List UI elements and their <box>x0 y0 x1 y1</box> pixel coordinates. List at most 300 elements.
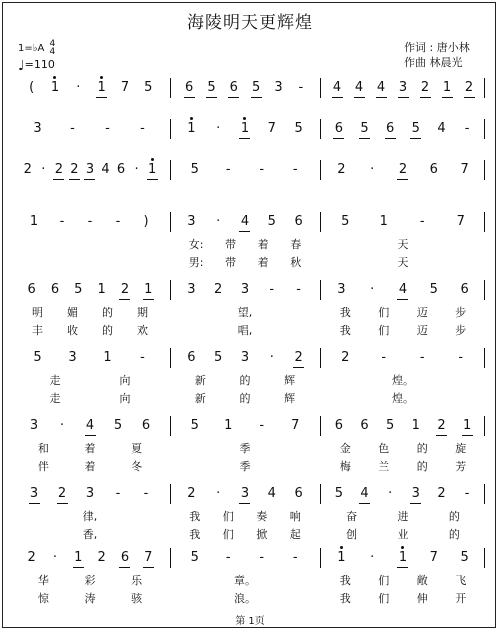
note: 3 <box>337 282 346 297</box>
lyric-measure <box>20 304 160 320</box>
lyric-char: 季 <box>239 460 251 473</box>
note: - <box>115 214 121 229</box>
bar-line <box>170 416 171 436</box>
lyric-measure <box>326 236 480 252</box>
note: 3 <box>85 486 95 501</box>
note: 3 <box>29 486 39 501</box>
lyric-char: 辉 <box>284 392 296 405</box>
lyric-char: 我 <box>339 324 351 337</box>
measure <box>20 486 160 501</box>
lyricist-credit: 作词 : 唐小林 <box>404 41 470 54</box>
measure <box>20 282 160 297</box>
note: 3 <box>240 350 250 365</box>
lyric-char: 女: <box>188 238 204 251</box>
lyric-line <box>0 322 500 336</box>
bar-line <box>484 416 485 436</box>
lyric-char: 媚 <box>67 306 78 319</box>
lyric-char: 期 <box>137 306 148 319</box>
note: 5 <box>190 162 199 177</box>
lyric-char: 我 <box>189 510 201 523</box>
lyric-char: 步 <box>455 306 467 319</box>
lyric-measure <box>178 390 312 406</box>
measure <box>178 162 312 177</box>
lyric-char: 们 <box>378 306 390 319</box>
note: - <box>259 418 265 433</box>
lyric-char: 梅 <box>339 460 351 473</box>
measure <box>178 350 312 365</box>
notes-row <box>0 350 500 370</box>
note: 1 <box>411 418 420 433</box>
lyric-measure <box>178 304 312 320</box>
lyric-char: 秋 <box>290 256 302 269</box>
lyric-char: 的 <box>239 392 251 405</box>
notes-row <box>0 550 500 570</box>
lyric-line <box>0 390 500 404</box>
lyric-char: 冬 <box>131 460 143 473</box>
note: 2 <box>23 162 32 177</box>
measure <box>326 350 480 365</box>
note: 6 <box>187 350 196 365</box>
note: - <box>269 282 275 297</box>
notes-row <box>0 282 500 302</box>
bar-line <box>320 119 321 139</box>
lyric-char: 涛 <box>84 592 96 605</box>
note: · <box>52 550 58 565</box>
note: 1 <box>224 418 233 433</box>
lyric-line <box>0 304 500 318</box>
notes-row <box>0 80 500 100</box>
measure <box>326 121 480 136</box>
bar-line <box>320 348 321 368</box>
lyric-char: 香, <box>82 528 98 541</box>
lyric-measure <box>178 236 312 252</box>
measure <box>326 214 480 229</box>
measure <box>20 80 160 95</box>
lyric-char: 起 <box>289 528 301 541</box>
measure <box>178 80 312 95</box>
note: - <box>59 214 65 229</box>
measure <box>178 550 312 565</box>
note: · <box>370 162 375 177</box>
note: 1 <box>398 550 408 565</box>
lyric-measure <box>178 458 312 474</box>
bar-line <box>484 484 485 504</box>
note: 2 <box>97 550 106 565</box>
note: - <box>419 214 425 229</box>
note: 5 <box>341 214 350 229</box>
note: 6 <box>334 121 343 136</box>
key-signature <box>18 40 55 56</box>
note: · <box>216 214 221 229</box>
lyric-measure <box>326 390 480 406</box>
lyric-line <box>0 572 500 586</box>
tempo-value: =110 <box>24 58 55 71</box>
note: 1 <box>97 282 106 297</box>
lyric-measure <box>178 322 312 338</box>
lyric-char: 煌。 <box>392 374 414 387</box>
note: - <box>87 214 93 229</box>
note: 6 <box>141 418 151 433</box>
lyric-char: 们 <box>378 574 390 587</box>
lyric-measure <box>20 458 160 474</box>
note: 3 <box>274 80 283 95</box>
note: - <box>419 350 425 365</box>
note: 6 <box>360 418 369 433</box>
lyric-char: 新 <box>194 392 206 405</box>
note: - <box>259 550 265 565</box>
quarter-note-icon: ♩ <box>18 58 25 74</box>
time-signature <box>50 40 56 56</box>
lyric-char: 着 <box>257 238 269 251</box>
note: 3 <box>187 282 196 297</box>
note: 5 <box>360 121 369 136</box>
credits <box>404 40 470 70</box>
bar-line <box>320 160 321 180</box>
measure <box>326 162 480 177</box>
note: 2 <box>57 486 67 501</box>
note: 5 <box>460 550 469 565</box>
lyric-line <box>0 590 500 604</box>
lyric-char: 浪。 <box>234 592 256 605</box>
note: 6 <box>294 486 303 501</box>
note: 2 <box>187 486 196 501</box>
note: - <box>464 486 470 501</box>
note: 3 <box>411 486 420 501</box>
lyric-char: 望, <box>237 306 253 319</box>
bar-line <box>170 78 171 98</box>
lyric-measure <box>326 458 480 474</box>
note: ) <box>143 214 149 229</box>
lyric-char: 唱, <box>237 324 253 337</box>
lyric-char: 的 <box>102 306 113 319</box>
lyric-char: 欢 <box>137 324 148 337</box>
notes-row <box>0 418 500 438</box>
lyric-char: 彩 <box>84 574 96 587</box>
lyric-char: 们 <box>222 510 234 523</box>
note: 2 <box>337 162 346 177</box>
lyric-measure <box>20 526 160 542</box>
lyric-char: 迈 <box>416 306 428 319</box>
lyric-line <box>0 526 500 540</box>
note: 5 <box>334 486 343 501</box>
note: 2 <box>420 80 430 95</box>
lyric-char: 带 <box>225 256 237 269</box>
note: 2 <box>120 282 130 297</box>
bar-line <box>170 484 171 504</box>
note: 6 <box>386 121 395 136</box>
note: - <box>296 282 301 297</box>
note: 5 <box>267 214 276 229</box>
note: - <box>70 121 75 136</box>
notes-row <box>0 162 500 182</box>
page-number: 第 1页 <box>235 616 265 627</box>
tempo-marking <box>18 58 55 74</box>
measure <box>178 121 312 136</box>
time-signature-top: 4 <box>49 39 56 49</box>
note: 1 <box>97 80 106 95</box>
lyric-measure <box>326 590 480 606</box>
note: 4 <box>240 214 250 229</box>
lyric-char: 我 <box>339 574 351 587</box>
lyric-measure <box>20 508 160 524</box>
bar-line <box>320 78 321 98</box>
lyric-measure <box>20 590 160 606</box>
lyric-char: 奏 <box>256 510 268 523</box>
lyric-char: 我 <box>339 592 351 605</box>
note: 1 <box>462 418 472 433</box>
lyric-line <box>0 236 500 250</box>
bar-line <box>170 212 171 232</box>
lyric-char: 创 <box>346 528 358 541</box>
lyric-char: 华 <box>37 574 49 587</box>
note: 2 <box>214 282 223 297</box>
lyric-char: 色 <box>378 442 390 455</box>
lyric-measure <box>178 590 312 606</box>
note: - <box>381 350 387 365</box>
note: 7 <box>144 550 153 565</box>
measure <box>326 80 480 95</box>
note: 1 <box>144 282 153 297</box>
key-label: 1=♭A <box>18 43 45 54</box>
note: 1 <box>442 80 452 95</box>
note: · <box>216 486 221 501</box>
bar-line <box>170 348 171 368</box>
lyric-char: 走 <box>49 392 61 405</box>
lyric-char: 和 <box>37 442 49 455</box>
note: - <box>140 350 145 365</box>
note: 4 <box>101 162 110 177</box>
bar-line <box>320 280 321 300</box>
note: 6 <box>50 282 60 297</box>
time-signature-bottom: 4 <box>49 47 56 57</box>
lyric-char: 明 <box>32 306 43 319</box>
lyric-measure <box>20 572 160 588</box>
bar-line <box>320 212 321 232</box>
note: 3 <box>29 418 39 433</box>
note: 5 <box>386 418 395 433</box>
lyric-char: 进 <box>397 510 409 523</box>
bar-line <box>484 548 485 568</box>
lyric-char: 新 <box>194 374 206 387</box>
note: 1 <box>379 214 388 229</box>
lyric-line <box>0 254 500 268</box>
lyric-measure <box>178 508 312 524</box>
bar-line <box>170 160 171 180</box>
lyric-char: 着 <box>257 256 269 269</box>
note: 2 <box>398 162 408 177</box>
lyric-line <box>0 458 500 472</box>
lyric-measure <box>20 372 160 388</box>
note: 5 <box>190 418 199 433</box>
note: 6 <box>429 162 438 177</box>
lyric-measure <box>178 254 312 270</box>
bar-line <box>170 548 171 568</box>
note: · <box>41 162 46 177</box>
measure <box>326 550 480 565</box>
lyric-measure <box>178 526 312 542</box>
lyric-char: 章。 <box>234 574 256 587</box>
note: 3 <box>240 282 250 297</box>
notes-row <box>0 121 500 141</box>
lyric-char: 的 <box>239 374 251 387</box>
lyric-char: 季 <box>239 442 251 455</box>
bar-line <box>484 160 485 180</box>
lyric-char: 伸 <box>416 592 428 605</box>
lyric-char: 步 <box>455 324 467 337</box>
composer-credit: 作曲 林晨光 <box>404 56 463 69</box>
lyric-char: 煌。 <box>392 392 414 405</box>
note: 6 <box>229 80 238 95</box>
lyric-measure <box>20 390 160 406</box>
lyric-measure <box>326 304 480 320</box>
note: · <box>134 162 139 177</box>
lyric-char: 掀 <box>256 528 268 541</box>
note: - <box>105 121 110 136</box>
lyric-char: 天 <box>397 238 409 251</box>
note: 5 <box>214 350 223 365</box>
bar-line <box>484 212 485 232</box>
measure <box>20 214 160 229</box>
note: 3 <box>68 350 77 365</box>
lyric-char: 律, <box>82 510 98 523</box>
note: 6 <box>116 162 126 177</box>
lyric-char: 天 <box>397 256 409 269</box>
lyric-measure <box>178 572 312 588</box>
lyric-char: 迈 <box>416 324 428 337</box>
notes-row <box>0 486 500 506</box>
note: · <box>388 486 393 501</box>
note: 5 <box>190 550 199 565</box>
notes-row <box>0 214 500 234</box>
note: · <box>370 550 375 565</box>
note: 5 <box>144 80 153 95</box>
note: · <box>59 418 65 433</box>
measure <box>20 162 160 177</box>
lyric-measure <box>20 322 160 338</box>
note: 6 <box>185 80 194 95</box>
note: 5 <box>429 282 438 297</box>
lyric-measure <box>326 508 480 524</box>
lyric-line <box>0 372 500 386</box>
lyric-char: 收 <box>67 324 78 337</box>
note: 2 <box>464 80 474 95</box>
lyric-char: 丰 <box>32 324 43 337</box>
lyric-char: 业 <box>397 528 409 541</box>
note: - <box>115 486 121 501</box>
lyric-char: 飞 <box>455 574 467 587</box>
lyric-char: 们 <box>378 324 390 337</box>
lyric-char: 们 <box>378 592 390 605</box>
measure <box>178 486 312 501</box>
lyric-char: 开 <box>455 592 467 605</box>
lyric-char: 的 <box>102 324 113 337</box>
lyric-char: 旋 <box>455 442 467 455</box>
note: 7 <box>460 162 469 177</box>
bar-line <box>484 280 485 300</box>
note: 2 <box>294 350 303 365</box>
lyric-char: 走 <box>49 374 61 387</box>
lyric-char: 春 <box>290 238 302 251</box>
lyric-char: 乐 <box>131 574 143 587</box>
note: 1 <box>103 350 112 365</box>
lyric-char: 男: <box>188 256 204 269</box>
note: 3 <box>240 486 250 501</box>
note: 4 <box>398 282 408 297</box>
measure <box>178 418 312 433</box>
note: 5 <box>74 282 83 297</box>
bar-line <box>170 280 171 300</box>
note: 5 <box>411 121 420 136</box>
lyric-char: 们 <box>222 528 234 541</box>
measure <box>178 282 312 297</box>
note: · <box>76 80 81 95</box>
note: 1 <box>50 80 60 95</box>
note: 1 <box>240 121 250 136</box>
measure <box>20 418 160 433</box>
note: - <box>292 162 298 177</box>
note: 5 <box>252 80 261 95</box>
measure <box>326 486 480 501</box>
song-title: 海陵明天更辉煌 <box>187 13 313 33</box>
lyric-char: 伴 <box>37 460 49 473</box>
lyric-char: 的 <box>416 442 428 455</box>
bar-line <box>320 548 321 568</box>
lyric-char: 骇 <box>131 592 143 605</box>
note: 3 <box>33 121 42 136</box>
measure <box>20 550 160 565</box>
lyric-char: 着 <box>84 442 96 455</box>
lyric-char: 响 <box>289 510 301 523</box>
note: 1 <box>74 550 83 565</box>
note: - <box>143 486 149 501</box>
note: 5 <box>207 80 216 95</box>
note: 2 <box>437 486 446 501</box>
note: 6 <box>27 282 36 297</box>
lyric-char: 兰 <box>378 460 390 473</box>
bar-line <box>320 484 321 504</box>
note: - <box>225 162 231 177</box>
lyric-char: 惊 <box>37 592 49 605</box>
lyric-measure <box>178 372 312 388</box>
note: 4 <box>354 80 364 95</box>
measure <box>326 282 480 297</box>
lyric-char: 的 <box>448 528 460 541</box>
lyric-char: 向 <box>119 392 131 405</box>
note: · <box>269 350 274 365</box>
lyric-char: 带 <box>225 238 237 251</box>
note: - <box>292 550 298 565</box>
lyric-measure <box>326 254 480 270</box>
note: 1 <box>148 162 157 177</box>
note: - <box>458 350 464 365</box>
note: 6 <box>120 550 130 565</box>
lyric-char: 我 <box>339 306 351 319</box>
lyric-measure <box>326 440 480 456</box>
note: 6 <box>294 214 303 229</box>
lyric-line <box>0 508 500 522</box>
note: 3 <box>85 162 95 177</box>
lyric-char: 奋 <box>346 510 358 523</box>
note: 4 <box>360 486 369 501</box>
note: 5 <box>113 418 123 433</box>
lyric-measure <box>326 322 480 338</box>
lyric-char: 的 <box>416 460 428 473</box>
note: - <box>464 121 470 136</box>
bar-line <box>484 78 485 98</box>
note: 4 <box>332 80 342 95</box>
note: 7 <box>291 418 300 433</box>
measure <box>326 418 480 433</box>
